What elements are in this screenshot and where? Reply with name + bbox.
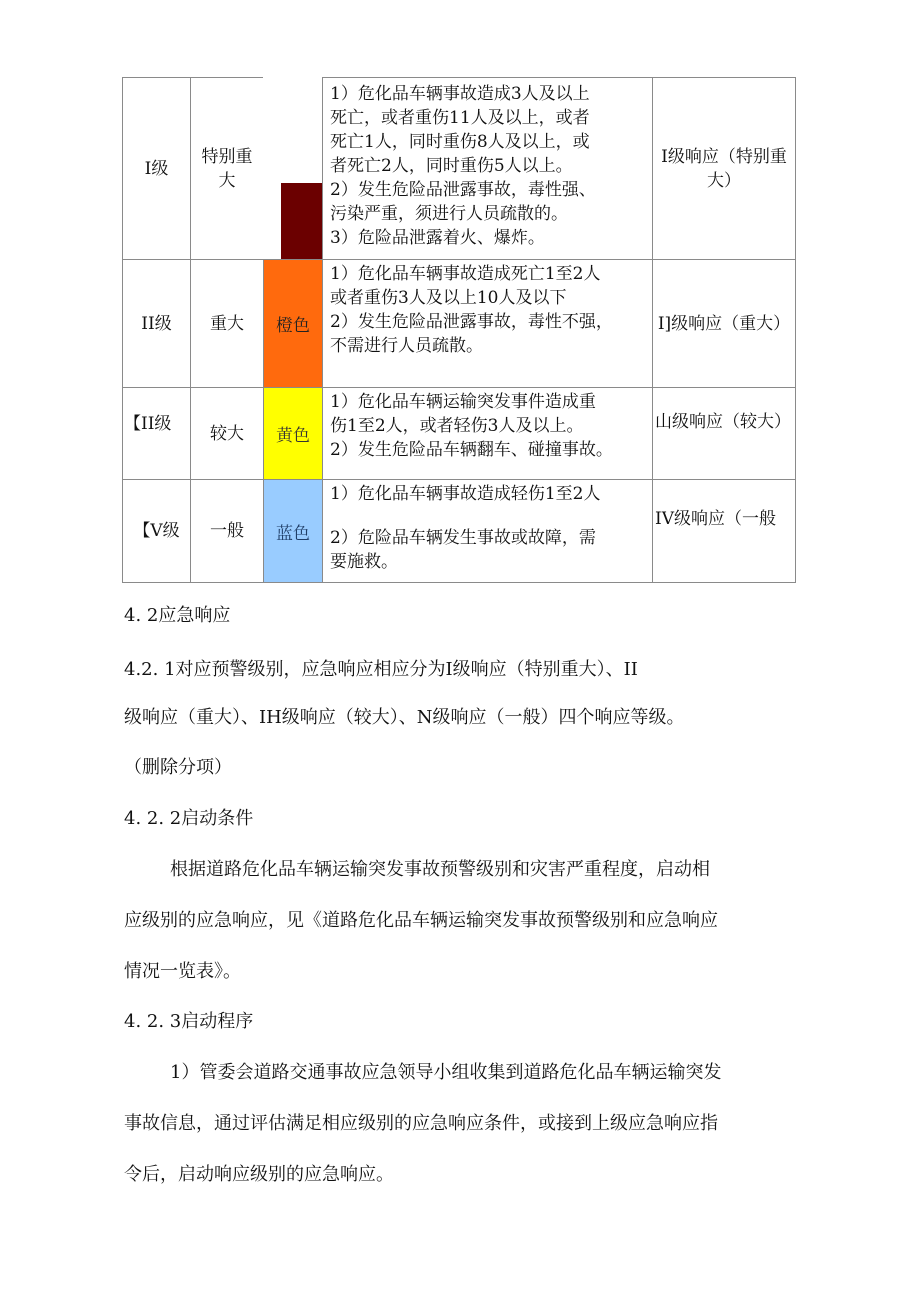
table-row-4-color-swatch (264, 480, 322, 582)
criteria-line: 2）危险品车辆发生事故或故障，需 (330, 528, 596, 548)
section-4-2-2-line-3: 情况一览表》。 (124, 961, 241, 982)
criteria-line: 1）危化品车辆事故造成死亡1至2人 (330, 264, 601, 284)
section-4-2-3-title: 4. 2. 3启动程序 (124, 1011, 254, 1032)
table-row-2-severity: 重大 (210, 313, 244, 334)
criteria-line (330, 506, 650, 526)
criteria-line: 伤1至2人，或者轻伤3人及以上。 (330, 416, 584, 436)
criteria-line: 1）危化品车辆事故造成3人及以上 (330, 84, 590, 104)
table-row-2-level: II级 (141, 313, 172, 334)
criteria-line: 2）发生危险品车辆翻车、碰撞事故。 (330, 440, 613, 460)
table-row-2-color-swatch (264, 260, 322, 387)
section-4-2-2-title: 4. 2. 2启动条件 (124, 808, 254, 829)
section-4-2-3-line-2: 事故信息，通过评估满足相应级别的应急响应条件，或接到上级应急响应指 (124, 1113, 718, 1134)
criteria-line: 死亡1人，同时重伤8人及以上，或 (330, 132, 590, 152)
criteria-line: 者死亡2人，同时重伤5人以上。 (330, 156, 573, 176)
section-4-2-3-line-1: 1）管委会道路交通事故应急领导小组收集到道路危化品车辆运输突发 (170, 1062, 722, 1083)
table-row-1-criteria (330, 82, 650, 250)
table-row-1-severity: 特别重大 (201, 146, 253, 191)
table-row-3-color-label: 黄色 (276, 426, 310, 446)
criteria-line: 或者重伤3人及以上10人及以下 (330, 288, 567, 308)
table-row-4-criteria (330, 482, 650, 574)
section-4-2-title: 4. 2应急响应 (124, 605, 231, 626)
table-row-2-color-label: 橙色 (276, 316, 310, 336)
criteria-line: 死亡，或者重伤11人及以上，或者 (330, 108, 590, 128)
table-row-2-criteria (330, 262, 650, 358)
table-row-2-response: I]级响应（重大） (657, 313, 791, 334)
criteria-line: 不需进行人员疏散。 (330, 336, 483, 356)
table-row-4-severity: 一般 (210, 521, 244, 541)
table-row-3-response: 山级响应（较大） (655, 412, 791, 432)
table-row-1-response: I级响应（特别重大） (661, 146, 787, 191)
table-row-3-level: 【II级 (124, 414, 172, 434)
table-rule-col5 (795, 77, 796, 583)
criteria-line: 污染严重，须进行人员疏散的。 (330, 204, 568, 224)
table-rule-col3 (322, 77, 323, 583)
criteria-line: 1）危化品车辆运输突发事件造成重 (330, 392, 596, 412)
table-row-3-color-swatch (264, 388, 322, 479)
table-row-3-severity: 较大 (210, 423, 244, 444)
table-row-1-level: I级 (144, 158, 169, 179)
section-4-2-1-line-2: 级响应（重大）、IH级响应（较大）、N级响应（一般）四个响应等级。 (124, 707, 685, 728)
table-row-3-criteria (330, 390, 650, 462)
table-row-4-color-label: 蓝色 (276, 523, 310, 544)
criteria-line: 1）危化品车辆事故造成轻伤1至2人 (330, 484, 601, 504)
criteria-line: 2）发生危险品泄露事故，毒性强、 (330, 180, 596, 200)
table-row-4-response: IV级响应（一般 (655, 509, 776, 529)
section-4-2-2-line-1: 根据道路危化品车辆运输突发事故预警级别和灾害严重程度，启动相 (170, 859, 710, 880)
section-4-2-1-note: （删除分项） (124, 757, 232, 778)
criteria-line: 要施救。 (330, 552, 398, 572)
section-4-2-3-line-3: 令后，启动响应级别的应急响应。 (124, 1164, 394, 1185)
table-row-1-color-swatch (281, 183, 322, 259)
criteria-line: 2）发生危险品泄露事故，毒性不强， (330, 312, 613, 332)
table-rule-col4 (652, 77, 653, 583)
criteria-line: 3）危险品泄露着火、爆炸。 (330, 228, 545, 248)
section-4-2-1-line-1: 4.2. 1对应预警级别，应急响应相应分为I级响应（特别重大）、II (124, 659, 638, 680)
table-row-4-level: 【V级 (133, 521, 180, 541)
table-rule-bottom (122, 582, 796, 583)
warning-response-table (0, 0, 920, 600)
section-4-2-2-line-2: 应级别的应急响应，见《道路危化品车辆运输突发事故预警级别和应急响应 (124, 910, 718, 931)
